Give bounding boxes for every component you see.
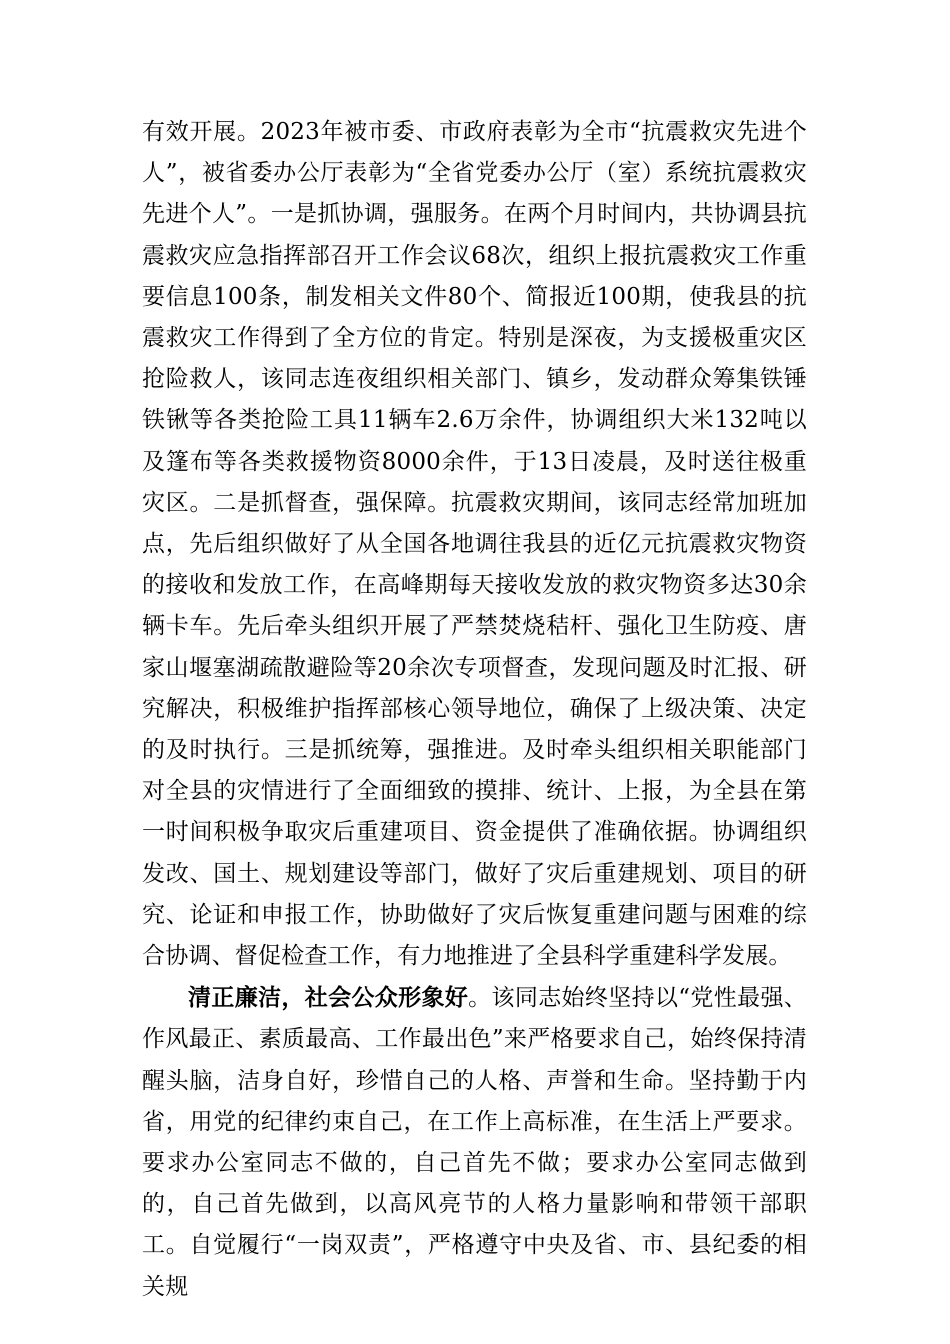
paragraph-text: 。该同志始终坚持以“党性最强、作风最正、素质最高、工作最出色”来严格要求自己，始终保持清醒头脑，洁身自好，珍惜自己的人格、声誉和生命。坚持勤于内省，用党的纪律约束自己，在工作上高标准，在生活上严要求。要求办公室同志不做的，自己首先不做；要求办公室同志做到的，自己首先做到，以高风亮节的人格力量影响和带领干部职工。自觉履行“一岗双责”，严格遵守中央及省、市、县纪委的相关规 [142,985,807,1300]
paragraph-earthquake-relief [142,112,807,977]
paragraph-integrity [142,977,807,1308]
paragraph-lead-heading: 清正廉洁，社会公众形象好 [188,984,469,1012]
document-body [142,112,807,1308]
paragraph-text: 有效开展。2023年被市委、市政府表彰为全市“抗震救灾先进个人”，被省委办公厅表彰为“全省党委办公厅（室）系统抗震救灾先进个人”。一是抓协调，强服务。在两个月时间内，共协调县抗震救灾应急指挥部召开工作会议68次，组织上报抗震救灾工作重要信息100条，制发相关文件80个、简报近100期，使我县的抗震救灾工作得到了全方位的肯定。特别是深夜，为支援极重灾区抢险救人，该同志连夜组织相关部门、镇乡，发动群众筹集铁锤铁锹等各类抢险工具11辆车2.6万余件，协调组织大米132吨以及篷布等各类救援物资8000余件，于13日凌晨，及时送往极重灾区。二是抓督查，强保障。抗震救灾期间，该同志经常加班加点，先后组织做好了从全国各地调往我县的近亿元抗震救灾物资的接收和发放工作，在高峰期每天接收发放的救灾物资多达30余辆卡车。先后牵头组织开展了严禁焚烧秸杆、强化卫生防疫、唐家山堰塞湖疏散避险等20余次专项督查，发现问题及时汇报、研究解决，积极维护指挥部核心领导地位，确保了上级决策、决定的及时执行。三是抓统筹，强推进。及时牵头组织相关职能部门对全县的灾情进行了全面细致的摸排、统计、上报，为全县在第一时间积极争取灾后重建项目、资金提供了准确依据。协调组织发改、国土、规划建设等部门，做好了灾后重建规划、项目的研究、论证和申报工作，协助做好了灾后恢复重建问题与困难的综合协调、督促检查工作，有力地推进了全县科学重建科学发展。 [142,119,807,970]
